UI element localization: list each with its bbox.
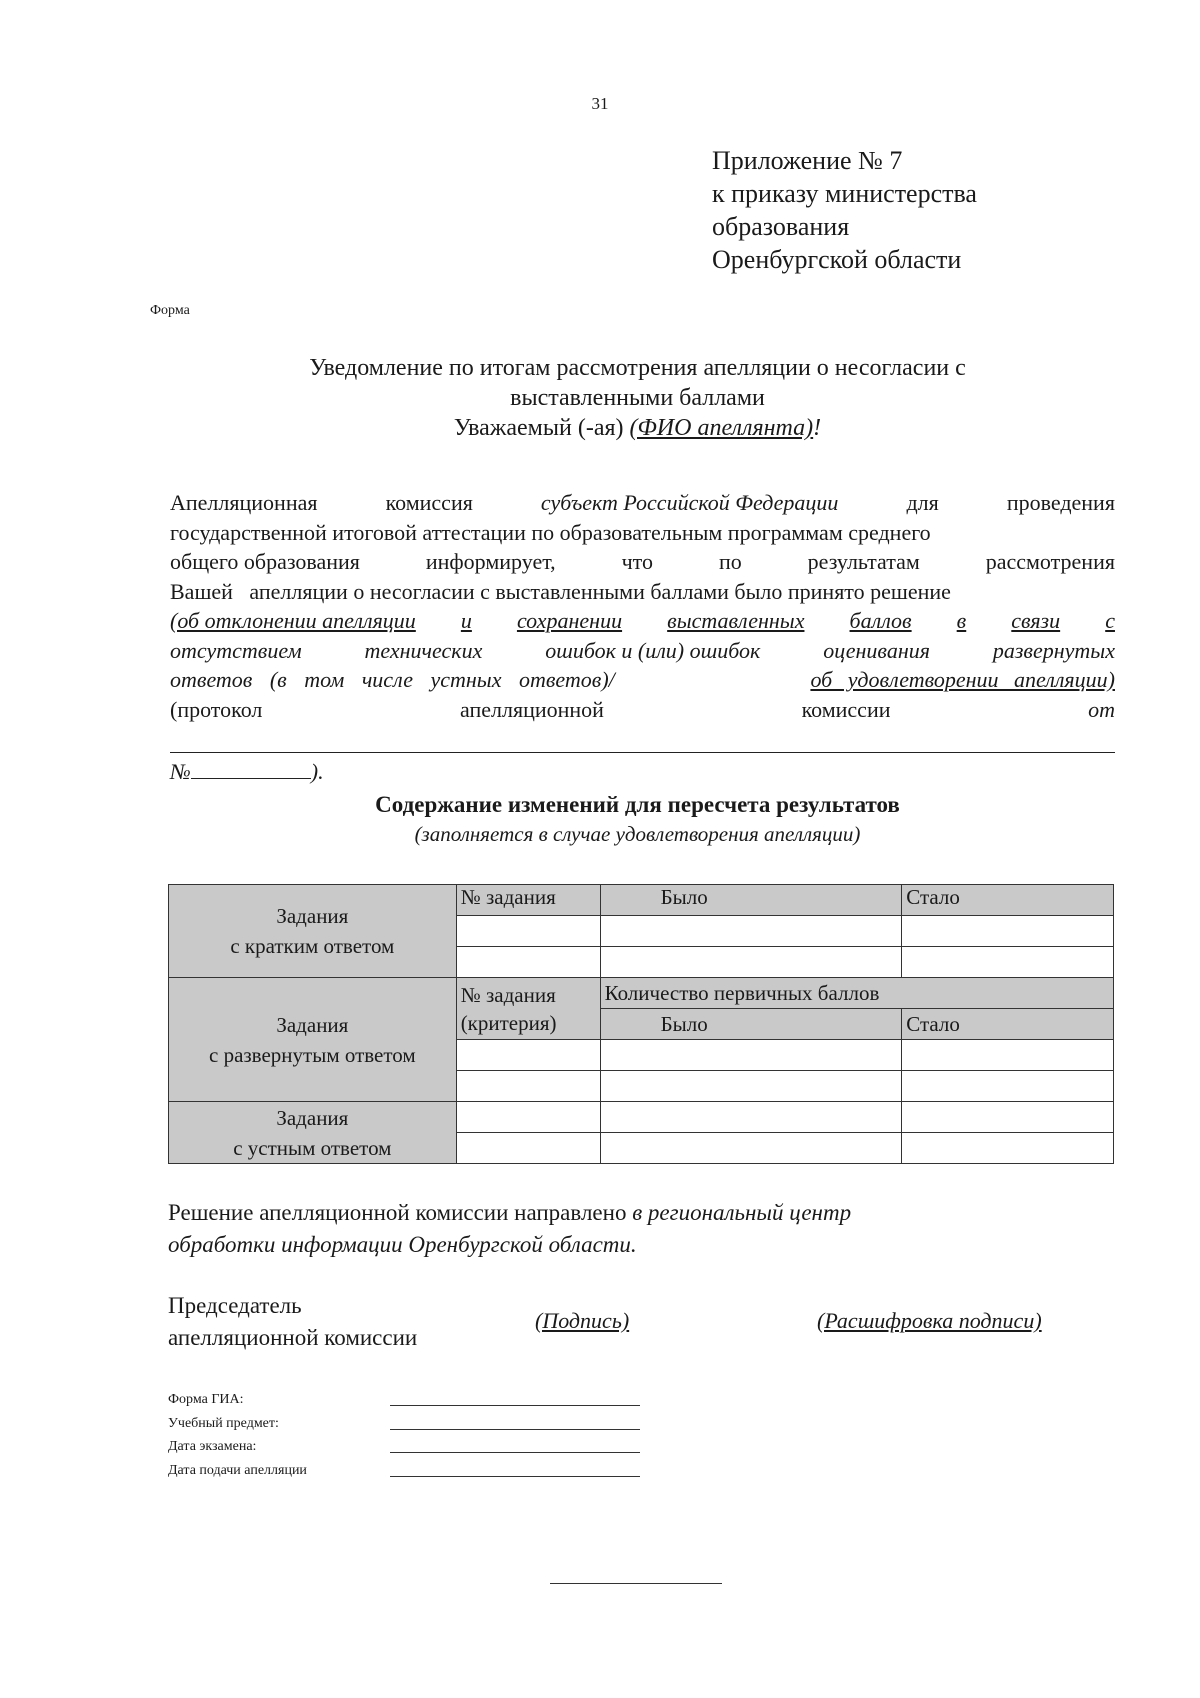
protocol-number-blank bbox=[191, 758, 311, 779]
appellant-name-placeholder: (ФИО апеллянта) bbox=[629, 415, 814, 441]
table-cell bbox=[902, 947, 1114, 978]
section-title: Содержание изменений для пересчета результатов bbox=[375, 792, 900, 817]
meta-submit-date-line bbox=[390, 1476, 640, 1477]
table-row bbox=[169, 978, 1114, 1009]
word: сохранении bbox=[516, 608, 623, 633]
table-cell bbox=[902, 1071, 1114, 1102]
appendix-line: Оренбургской области bbox=[712, 245, 962, 274]
page-number: 31 bbox=[591, 94, 609, 113]
word: Апелляционная bbox=[170, 490, 318, 515]
word: проведения bbox=[1006, 490, 1115, 515]
word: в bbox=[956, 608, 967, 633]
form-label: Форма bbox=[150, 303, 190, 318]
word: информирует, bbox=[425, 549, 556, 574]
word: апелляционной bbox=[460, 696, 604, 722]
word: оценивания bbox=[823, 637, 930, 663]
table-cell bbox=[456, 1040, 600, 1071]
meta-exam-date-line bbox=[390, 1452, 640, 1453]
greeting-prefix: Уважаемый (-ая) bbox=[453, 415, 630, 441]
chairman-line: апелляционной комиссии bbox=[168, 1325, 418, 1350]
protocol-date-line bbox=[170, 752, 1115, 753]
results-change-table bbox=[168, 884, 1114, 1164]
meta-subject-label: Учебный предмет: bbox=[168, 1415, 279, 1431]
section-subtitle: (заполняется в случае удовлетворения апелляции) bbox=[414, 822, 861, 846]
title-line: Уведомление по итогам рассмотрения апелляции о несогласии с bbox=[309, 355, 966, 381]
decision-line bbox=[168, 1197, 1113, 1229]
table-cell bbox=[456, 1133, 600, 1164]
meta-form-label: Форма ГИА: bbox=[168, 1392, 244, 1407]
region-placeholder: субъект Российской Федерации bbox=[540, 490, 839, 515]
label-line: Задания bbox=[276, 1012, 349, 1037]
table-row bbox=[169, 1102, 1114, 1133]
extended-answer-label bbox=[169, 978, 457, 1102]
signature-decode-placeholder: (Расшифровка подписи) bbox=[817, 1308, 1042, 1333]
word: (протокол bbox=[170, 696, 263, 722]
word: баллов bbox=[849, 608, 912, 633]
appendix-line: к приказу министерства bbox=[712, 179, 977, 208]
primary-points-header: Количество первичных баллов bbox=[600, 978, 1113, 1009]
meta-exam-date-label: Дата экзамена: bbox=[168, 1439, 257, 1454]
became-header: Стало bbox=[902, 1009, 1114, 1040]
table-cell bbox=[456, 916, 600, 947]
label-line: Задания bbox=[276, 904, 349, 928]
word: (об отклонении апелляции bbox=[170, 608, 416, 633]
word: общего образования bbox=[170, 549, 360, 574]
decision-paragraph bbox=[168, 1197, 1113, 1261]
document-title bbox=[160, 353, 1115, 443]
word: результатам bbox=[807, 549, 920, 574]
end-rule bbox=[550, 1583, 722, 1584]
word: комиссия bbox=[385, 490, 473, 515]
decision-recipient: в региональный центр bbox=[632, 1200, 852, 1225]
meta-subject-line bbox=[390, 1429, 640, 1430]
table-cell bbox=[456, 1071, 600, 1102]
table-cell bbox=[600, 1040, 902, 1071]
word: и bbox=[460, 608, 472, 633]
was-header: Было bbox=[600, 885, 902, 916]
table-cell bbox=[600, 1133, 902, 1164]
word: с bbox=[1105, 608, 1115, 633]
word: развернутых bbox=[992, 637, 1115, 663]
word: связи bbox=[1011, 608, 1061, 633]
notice-body bbox=[170, 488, 1115, 724]
appendix-header bbox=[712, 144, 977, 276]
word: от bbox=[1088, 696, 1115, 722]
label-line: с устным ответом bbox=[233, 1135, 392, 1160]
table-cell bbox=[902, 1102, 1114, 1133]
short-answer-label bbox=[169, 885, 457, 978]
table-cell bbox=[902, 1040, 1114, 1071]
body-line-text: ответов (в том числе устных ответов)/ bbox=[170, 667, 633, 692]
criterion-number-header bbox=[456, 978, 600, 1040]
protocol-number bbox=[170, 758, 324, 785]
body-line bbox=[170, 606, 1115, 636]
number-close: ). bbox=[310, 759, 324, 784]
chairman-label bbox=[168, 1290, 417, 1354]
word: рассмотрения bbox=[985, 549, 1115, 574]
table-cell bbox=[456, 1102, 600, 1133]
body-line bbox=[170, 518, 1115, 548]
body-line-text: Вашей апелляции о несогласии с выставленными баллами было принято решение bbox=[170, 578, 951, 604]
header-line: № задания bbox=[460, 982, 556, 1007]
table-cell bbox=[902, 916, 1114, 947]
body-line bbox=[170, 577, 1115, 607]
table-cell bbox=[600, 1102, 902, 1133]
meta-form-line bbox=[390, 1405, 640, 1406]
word: для bbox=[906, 490, 939, 515]
was-header: Было bbox=[600, 1009, 902, 1040]
signature-placeholder: (Подпись) bbox=[535, 1308, 630, 1333]
body-line bbox=[170, 636, 1115, 666]
word: что bbox=[621, 549, 653, 574]
label-line: с развернутым ответом bbox=[209, 1042, 416, 1067]
body-line-text: об удовлетворении апелляции) bbox=[810, 667, 1115, 692]
greeting bbox=[160, 413, 1115, 443]
exam-meta-block bbox=[168, 1388, 307, 1482]
table-cell bbox=[600, 947, 902, 978]
table-cell bbox=[456, 947, 600, 978]
appendix-line: Приложение № 7 bbox=[712, 146, 903, 175]
word: ошибок и (или) ошибок bbox=[545, 637, 761, 663]
word: технических bbox=[364, 637, 483, 663]
word: выставленных bbox=[667, 608, 805, 633]
body-line bbox=[170, 695, 1115, 725]
table-cell bbox=[600, 916, 902, 947]
decision-recipient: обработки информации Оренбургской области. bbox=[168, 1232, 637, 1257]
meta-submit-date-label: Дата подачи апелляции bbox=[168, 1462, 307, 1478]
became-header: Стало bbox=[902, 885, 1114, 916]
header-line: (критерия) bbox=[460, 1010, 557, 1035]
task-number-header: № задания bbox=[456, 885, 600, 916]
label-line: с кратким ответом bbox=[230, 934, 395, 958]
body-line bbox=[170, 547, 1115, 577]
body-line bbox=[170, 665, 1115, 695]
title-line: выставленными баллами bbox=[510, 385, 765, 411]
word: по bbox=[718, 549, 742, 574]
label-line: Задания bbox=[276, 1105, 349, 1130]
decision-text: Решение апелляционной комиссии направлено bbox=[168, 1200, 633, 1225]
table-row bbox=[169, 885, 1114, 916]
greeting-suffix: ! bbox=[813, 415, 822, 441]
appendix-line: образования bbox=[712, 212, 850, 241]
table-cell bbox=[600, 1071, 902, 1102]
number-sign: № bbox=[170, 759, 191, 784]
word: комиссии bbox=[801, 696, 891, 722]
body-line bbox=[170, 488, 1115, 518]
table-cell bbox=[902, 1133, 1114, 1164]
body-line-text: государственной итоговой аттестации по образовательным программам среднего bbox=[170, 519, 931, 545]
chairman-line: Председатель bbox=[168, 1293, 302, 1318]
oral-answer-label bbox=[169, 1102, 457, 1164]
word: отсутствием bbox=[170, 637, 302, 663]
